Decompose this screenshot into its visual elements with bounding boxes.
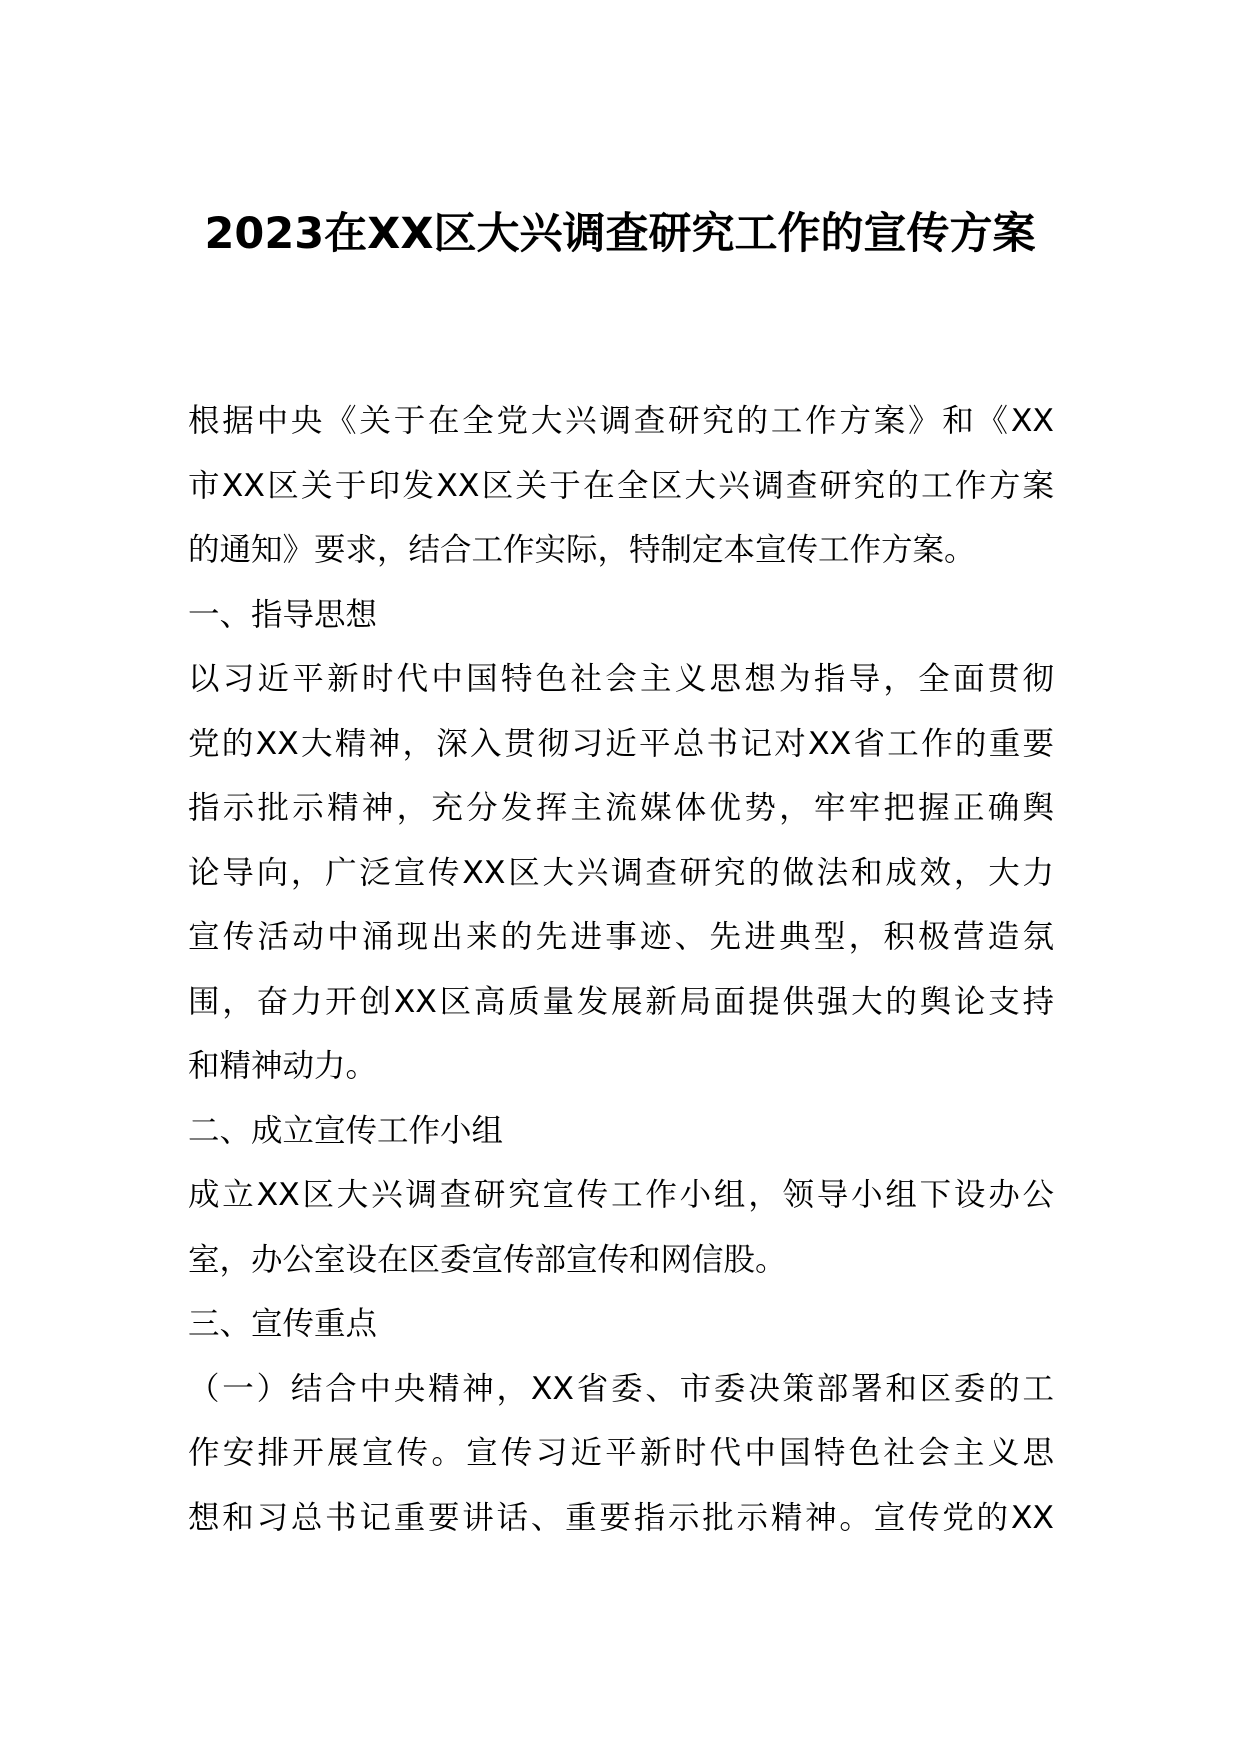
document-body	[188, 389, 1054, 1550]
section-heading-guiding-ideology: 一、指导思想	[188, 596, 378, 633]
body-line-group-1: 成立XX区大兴调查研究宣传工作小组，领导小组下设办公	[188, 1177, 1054, 1213]
body-line-ideology-1: 以习近平新时代中国特色社会主义思想为指导，全面贯彻	[188, 661, 1054, 697]
body-line-intro-3: 的通知》要求，结合工作实际，特制定本宣传工作方案。	[188, 532, 976, 568]
body-line-ideology-4: 论导向，广泛宣传XX区大兴调查研究的做法和成效，大力	[188, 854, 1054, 891]
body-line-focus-2: 作安排开展宣传。宣传习近平新时代中国特色社会主义思	[188, 1435, 1054, 1471]
body-line-focus-1: （一）结合中央精神，XX省委、市委决策部署和区委的工	[188, 1370, 1054, 1407]
body-line-ideology-6: 围，奋力开创XX区高质量发展新局面提供强大的舆论支持	[188, 983, 1054, 1020]
body-line-ideology-3: 指示批示精神，充分发挥主流媒体优势，牢牢把握正确舆	[188, 790, 1054, 826]
section-heading-working-group: 二、成立宣传工作小组	[188, 1112, 504, 1149]
body-line-focus-3: 想和习总书记重要讲话、重要指示批示精神。宣传党的XX	[188, 1499, 1054, 1536]
document-title: 2023在XX区大兴调查研究工作的宣传方案	[204, 209, 1036, 259]
section-heading-focus: 三、宣传重点	[188, 1306, 378, 1342]
body-line-ideology-2: 党的XX大精神，深入贯彻习近平总书记对XX省工作的重要	[188, 725, 1054, 762]
body-line-ideology-5: 宣传活动中涌现出来的先进事迹、先进典型，积极营造氛	[188, 919, 1054, 955]
body-line-intro-2: 市XX区关于印发XX区关于在全区大兴调查研究的工作方案	[188, 467, 1054, 504]
body-line-group-2: 室，办公室设在区委宣传部宣传和网信股。	[188, 1241, 787, 1278]
body-line-ideology-7: 和精神动力。	[188, 1048, 378, 1084]
body-line-intro-1: 根据中央《关于在全党大兴调查研究的工作方案》和《XX	[188, 403, 1054, 439]
